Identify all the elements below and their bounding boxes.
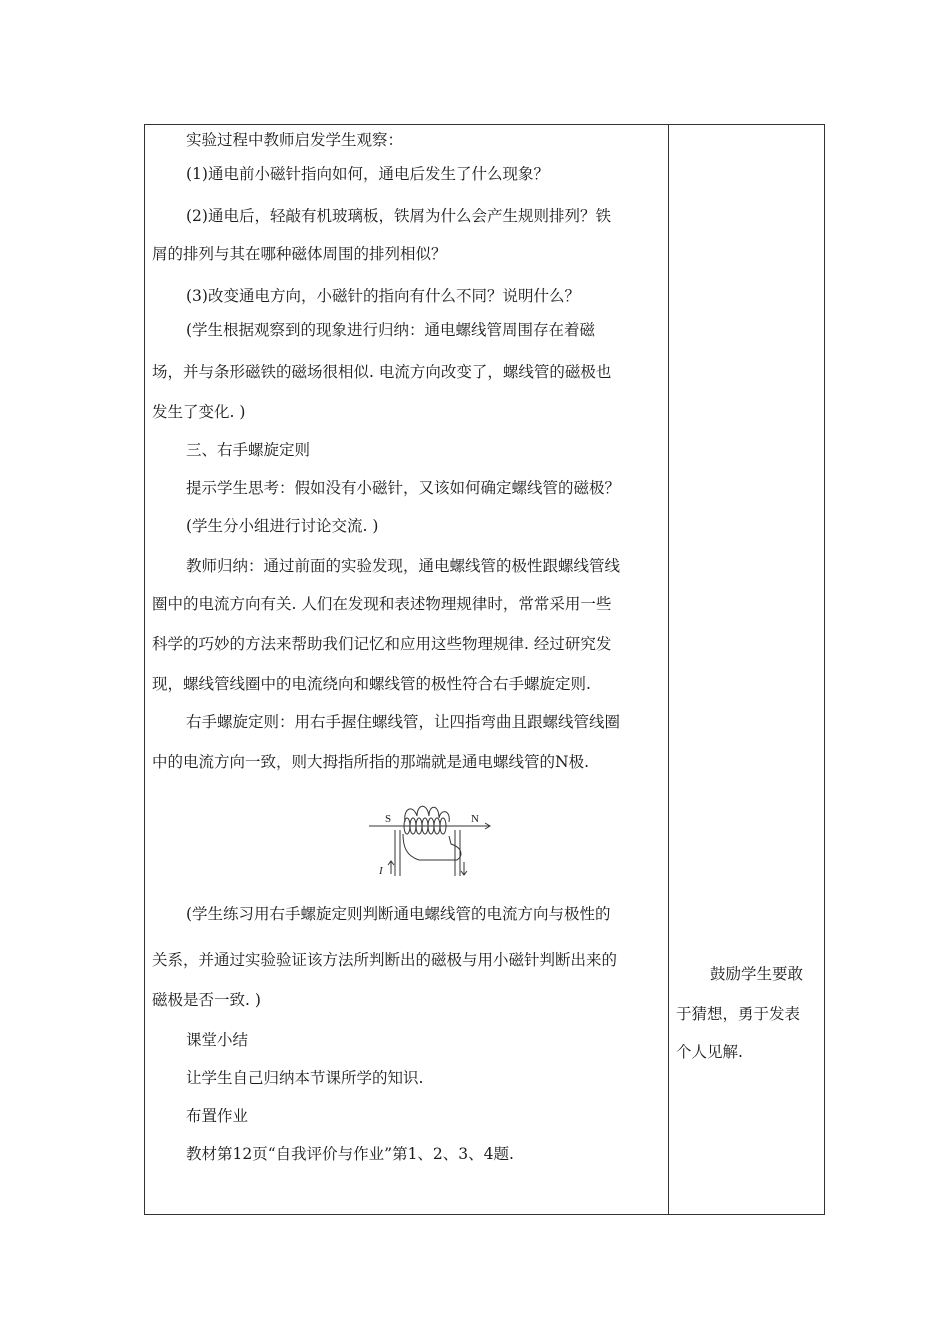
- label-s: S: [385, 813, 392, 825]
- text-line: (学生根据观察到的现象进行归纳：通电螺线管周围存在着磁: [186, 321, 596, 339]
- text-line: (3)改变通电方向，小磁针的指向有什么不同？说明什么？: [186, 287, 580, 305]
- label-current: I: [379, 865, 383, 877]
- side-note-line: 鼓励学生要敢: [710, 965, 804, 983]
- palm: [403, 834, 461, 860]
- text-line: 教师归纳：通过前面的实验发现，通电螺线管的极性跟螺线管线: [186, 557, 621, 575]
- text-line: (学生分小组进行讨论交流. ): [186, 517, 379, 535]
- text-line: 中的电流方向一致，则大拇指所指的那端就是通电螺线管的N极.: [152, 753, 589, 771]
- text-line: 教材第12页“自我评价与作业”第1、2、3、4题.: [186, 1145, 514, 1163]
- text-line: 屑的排列与其在哪种磁体周围的排列相似？: [152, 245, 447, 263]
- section-heading: 三、右手螺旋定则: [186, 441, 311, 459]
- text-line: 提示学生思考：假如没有小磁针，又该如何确定螺线管的磁极？: [186, 479, 621, 497]
- section-heading: 布置作业: [186, 1107, 249, 1125]
- text-line: 磁极是否一致. ): [152, 991, 261, 1009]
- right-hand-rule-figure: [367, 800, 502, 880]
- text-line: (1)通电前小磁针指向如何，通电后发生了什么现象？: [186, 165, 549, 183]
- text-line: 让学生自己归纳本节课所学的知识.: [186, 1069, 424, 1087]
- column-divider: [668, 124, 669, 1215]
- text-line: 发生了变化. ): [152, 403, 246, 421]
- text-line: (2)通电后，轻敲有机玻璃板，铁屑为什么会产生规则排列？铁: [186, 207, 611, 225]
- side-note-line: 于猜想，勇于发表: [676, 1005, 801, 1023]
- text-line: 圈中的电流方向有关. 人们在发现和表述物理规律时，常常采用一些: [152, 595, 612, 613]
- text-line: 科学的巧妙的方法来帮助我们记忆和应用这些物理规律. 经过研究发: [152, 635, 612, 653]
- text-line: 实验过程中教师启发学生观察：: [186, 131, 404, 149]
- text-line: 关系，并通过实验验证该方法所判断出的磁极与用小磁针判断出来的: [152, 951, 618, 969]
- section-heading: 课堂小结: [186, 1031, 249, 1049]
- label-n: N: [471, 813, 479, 825]
- text-line: 右手螺旋定则：用右手握住螺线管，让四指弯曲且跟螺线管线圈: [186, 713, 621, 731]
- text-line: 场，并与条形磁铁的磁场很相似. 电流方向改变了，螺线管的磁极也: [152, 363, 612, 381]
- text-line: 现，螺线管线圈中的电流绕向和螺线管的极性符合右手螺旋定则.: [152, 675, 591, 693]
- text-line: (学生练习用右手螺旋定则判断通电螺线管的电流方向与极性的: [186, 905, 611, 923]
- side-note-line: 个人见解.: [676, 1043, 743, 1061]
